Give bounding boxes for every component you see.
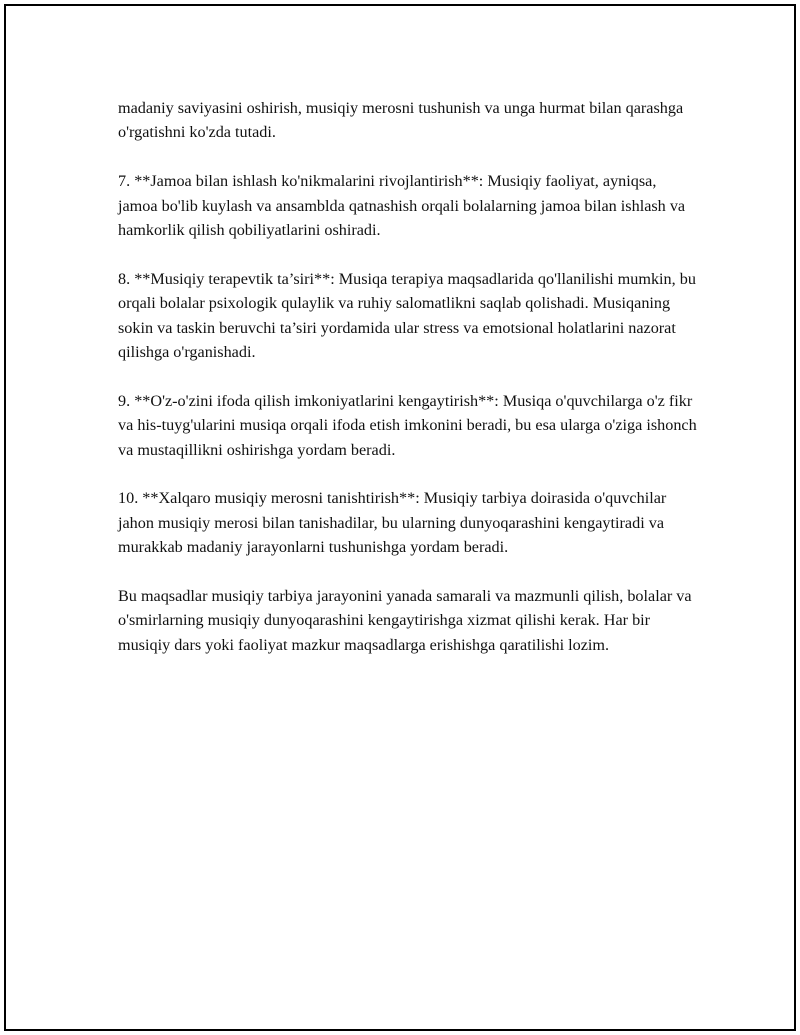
document-page (4, 4, 796, 1031)
paragraph-conclusion: Bu maqsadlar musiqiy tarbiya jarayonini yanada samarali va mazmunli qilish, bolalar va o'smirlarning musiqiy dunyoqarashini kengaytirishga xizmat qilishi kerak. Har bir musiqiy dars yoki faoliyat mazkur maqsadlarga erishishga qaratilishi lozim. (118, 587, 692, 654)
document-body (118, 96, 698, 682)
paragraph-item-7: 7. **Jamoa bilan ishlash ko'nikmalarini rivojlantirish**: Musiqiy faoliyat, ayniqsa, jamoa bo'lib kuylash va ansamblda qatnashish orqali bolalarning jamoa bilan ishlash va hamkorlik qilish qobiliyatlarini oshiradi. (118, 172, 686, 240)
paragraph-item-10: 10. **Xalqaro musiqiy merosni tanishtirish**: Musiqiy tarbiya doirasida o'quvchilar jahon musiqiy merosi bilan tanishadilar, bu ularning dunyoqarashini kengaytiradi va murakkab madaniy jarayonlarni tushunishga yordam beradi. (118, 489, 667, 557)
paragraph-continuation: madaniy saviyasini oshirish, musiqiy merosni tushunish va unga hurmat bilan qarashga o'rgatishni ko'zda tutadi. (118, 99, 684, 142)
paragraph-item-9: 9. **O'z-o'zini ifoda qilish imkoniyatlarini kengaytirish**: Musiqa o'quvchilarga o'z fikr va his-tuyg'ularini musiqa orqali ifoda etish imkonini beradi, bu esa ularga o'ziga ishonch va mustaqillikni oshirishga yordam beradi. (118, 391, 697, 459)
paragraph-item-8: 8. **Musiqiy terapevtik ta’siri**: Musiqa terapiya maqsadlarida qo'llanilishi mumkin, bu orqali bolalar psixologik qulaylik va ruhiy salomatlikni saqlab qolishadi. Musiqaning sokin va taskin beruvchi ta’siri yordamida ular stress va emotsional holatlarini nazorat qilishga o'rganishadi. (118, 269, 696, 362)
